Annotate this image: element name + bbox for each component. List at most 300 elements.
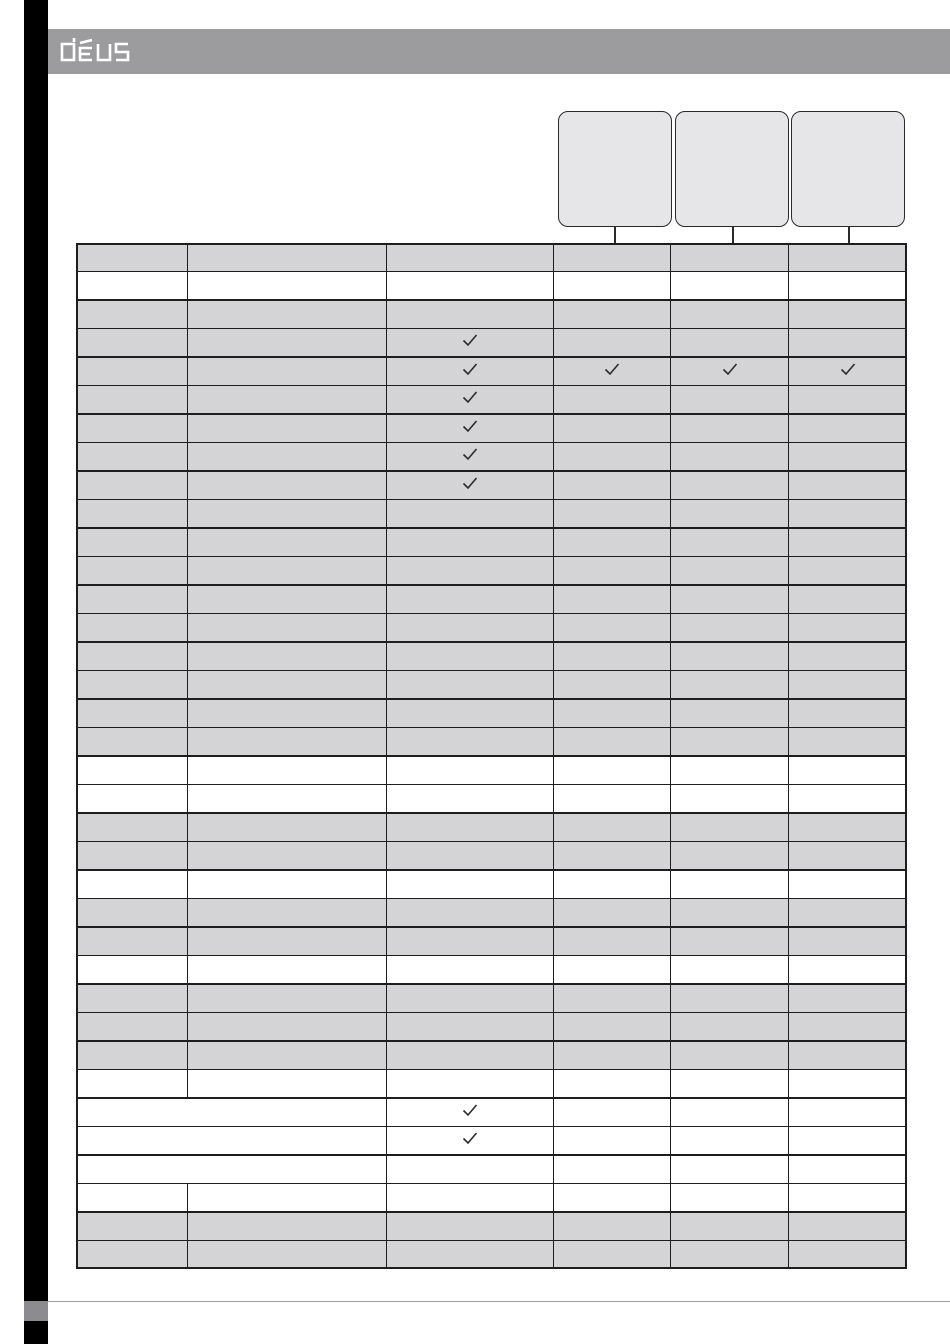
table-cell — [554, 414, 671, 443]
table-cell — [188, 414, 387, 443]
table-cell — [671, 272, 789, 301]
row-divider — [76, 299, 907, 301]
table-cell — [789, 443, 907, 472]
table-cell — [387, 414, 554, 443]
table-cell — [387, 1127, 554, 1156]
checkmark-icon — [840, 362, 856, 381]
table-cell — [789, 471, 907, 500]
table-cell — [76, 500, 188, 529]
table-cell — [554, 1184, 671, 1213]
row-divider — [76, 356, 907, 358]
table-row — [76, 1184, 907, 1213]
table-cell — [554, 471, 671, 500]
table-cell — [188, 842, 387, 871]
table-row — [76, 500, 907, 529]
table-cell — [671, 728, 789, 757]
table-cell — [554, 357, 671, 386]
table-cell — [671, 1013, 789, 1042]
row-divider — [76, 1069, 907, 1071]
table-cell — [387, 1155, 554, 1184]
table-cell — [188, 329, 387, 358]
table-cell — [188, 300, 387, 329]
table-cell — [387, 984, 554, 1013]
table-cell — [671, 984, 789, 1013]
table-cell — [554, 443, 671, 472]
table-cell — [188, 443, 387, 472]
table-cell — [188, 813, 387, 842]
table-cell — [789, 728, 907, 757]
row-divider — [76, 983, 907, 985]
table-cell — [76, 585, 188, 614]
table-cell — [387, 471, 554, 500]
table-cell — [789, 1013, 907, 1042]
table-cell — [671, 870, 789, 899]
table-row — [76, 272, 907, 301]
table-cell — [789, 642, 907, 671]
table-cell — [554, 1212, 671, 1241]
table-cell — [387, 699, 554, 728]
table-cell — [554, 1070, 671, 1099]
row-divider — [76, 641, 907, 643]
table-cell — [188, 728, 387, 757]
table-cell — [188, 357, 387, 386]
table-row — [76, 899, 907, 928]
table-cell — [554, 557, 671, 586]
table-cell — [76, 443, 188, 472]
table-row — [76, 813, 907, 842]
row-divider — [76, 812, 907, 814]
table-cell — [671, 528, 789, 557]
table-cell — [789, 300, 907, 329]
model-bubble-3 — [791, 111, 905, 227]
table-row — [76, 870, 907, 899]
table-cell — [671, 443, 789, 472]
table-cell — [671, 899, 789, 928]
table-cell — [76, 1241, 188, 1270]
table-cell — [789, 1098, 907, 1127]
row-divider — [76, 1097, 907, 1099]
table-row — [76, 1241, 907, 1270]
table-cell — [76, 357, 188, 386]
row-divider — [76, 1183, 907, 1185]
table-cell — [671, 500, 789, 529]
table-cell — [188, 984, 387, 1013]
table-cell — [789, 500, 907, 529]
table-cell — [554, 785, 671, 814]
table-row — [76, 728, 907, 757]
table-cell — [554, 984, 671, 1013]
table-cell — [671, 699, 789, 728]
checkmark-icon — [722, 362, 738, 381]
table-row — [76, 699, 907, 728]
table-cell — [554, 585, 671, 614]
table-cell — [188, 1041, 387, 1070]
table-cell — [76, 329, 188, 358]
table-cell — [76, 728, 188, 757]
table-cell — [671, 614, 789, 643]
table-cell — [76, 699, 188, 728]
table-cell — [554, 386, 671, 415]
table-cell — [76, 1212, 188, 1241]
table-cell — [387, 528, 554, 557]
table-cell — [671, 1098, 789, 1127]
table-cell — [554, 642, 671, 671]
table-cell — [76, 243, 188, 272]
table-cell — [789, 357, 907, 386]
table-row — [76, 927, 907, 956]
table-cell — [671, 585, 789, 614]
table-cell — [76, 1041, 188, 1070]
bubble-connector-3 — [848, 227, 850, 243]
row-divider — [76, 1154, 907, 1156]
table-cell — [671, 671, 789, 700]
table-row — [76, 585, 907, 614]
table-cell — [671, 1184, 789, 1213]
table-cell — [188, 927, 387, 956]
footer-rule — [48, 1301, 950, 1302]
table-cell — [76, 557, 188, 586]
table-cell — [387, 785, 554, 814]
table-row — [76, 357, 907, 386]
table-cell — [387, 956, 554, 985]
table-cell — [188, 243, 387, 272]
table-cell — [188, 1184, 387, 1213]
table-cell — [188, 671, 387, 700]
table-cell — [387, 329, 554, 358]
table-cell — [76, 414, 188, 443]
table-cell — [789, 528, 907, 557]
bubble-connector-1 — [614, 227, 616, 243]
footer-tab — [24, 1301, 48, 1321]
table-cell — [188, 1070, 387, 1099]
table-cell — [76, 842, 188, 871]
table-cell — [554, 300, 671, 329]
table-cell — [188, 870, 387, 899]
table-cell — [554, 842, 671, 871]
table-cell — [789, 329, 907, 358]
table-row — [76, 414, 907, 443]
row-divider — [76, 727, 907, 729]
table-cell — [76, 956, 188, 985]
table-row — [76, 300, 907, 329]
table-cell — [554, 528, 671, 557]
row-divider — [76, 613, 907, 615]
table-cell — [671, 1041, 789, 1070]
table-cell — [789, 842, 907, 871]
checkmark-icon — [462, 1131, 478, 1150]
table-cell — [387, 728, 554, 757]
table-cell — [387, 671, 554, 700]
table-cell — [76, 870, 188, 899]
table-cell — [76, 1070, 188, 1099]
table-cell — [671, 1155, 789, 1184]
row-divider — [76, 556, 907, 558]
table-cell — [554, 1098, 671, 1127]
row-divider — [76, 1126, 907, 1128]
checkmark-icon — [462, 333, 478, 352]
table-cell — [387, 1098, 554, 1127]
table-cell — [671, 357, 789, 386]
table-cell — [76, 300, 188, 329]
table-cell — [671, 243, 789, 272]
table-cell — [76, 1127, 387, 1156]
table-cell — [789, 1184, 907, 1213]
table-row — [76, 1041, 907, 1070]
table-cell — [387, 1241, 554, 1270]
table-cell — [789, 1155, 907, 1184]
table-row — [76, 528, 907, 557]
table-cell — [554, 1155, 671, 1184]
table-cell — [387, 870, 554, 899]
table-cell — [188, 1212, 387, 1241]
table-cell — [387, 386, 554, 415]
table-cell — [76, 671, 188, 700]
table-cell — [789, 899, 907, 928]
table-cell — [671, 300, 789, 329]
table-cell — [387, 756, 554, 785]
row-divider — [76, 755, 907, 757]
table-cell — [554, 728, 671, 757]
table-cell — [789, 984, 907, 1013]
table-cell — [789, 671, 907, 700]
table-cell — [387, 1184, 554, 1213]
table-cell — [789, 557, 907, 586]
deus-logo-icon — [60, 38, 140, 64]
table-cell — [76, 984, 188, 1013]
table-cell — [188, 614, 387, 643]
model-bubble-1 — [558, 111, 672, 227]
table-cell — [188, 272, 387, 301]
checkmark-icon — [462, 419, 478, 438]
table-row — [76, 785, 907, 814]
table-cell — [671, 813, 789, 842]
table-cell — [76, 1155, 387, 1184]
table-cell — [387, 272, 554, 301]
table-row — [76, 386, 907, 415]
table-cell — [387, 243, 554, 272]
table-cell — [76, 528, 188, 557]
table-row — [76, 642, 907, 671]
table-cell — [387, 443, 554, 472]
row-divider — [76, 385, 907, 387]
table-cell — [76, 1098, 387, 1127]
row-divider — [76, 926, 907, 928]
table-cell — [387, 357, 554, 386]
table-cell — [789, 756, 907, 785]
table-cell — [387, 813, 554, 842]
table-cell — [387, 300, 554, 329]
table-row — [76, 956, 907, 985]
row-divider — [76, 784, 907, 786]
table-cell — [76, 813, 188, 842]
table-cell — [789, 813, 907, 842]
table-cell — [188, 500, 387, 529]
table-cell — [554, 699, 671, 728]
table-cell — [554, 927, 671, 956]
table-cell — [554, 272, 671, 301]
table-cell — [387, 557, 554, 586]
table-cell — [554, 614, 671, 643]
table-cell — [789, 272, 907, 301]
table-row — [76, 756, 907, 785]
checkmark-icon — [604, 362, 620, 381]
table-cell — [387, 842, 554, 871]
table-row — [76, 1127, 907, 1156]
table-cell — [554, 899, 671, 928]
row-divider — [76, 1012, 907, 1014]
table-cell — [188, 899, 387, 928]
table-cell — [671, 1212, 789, 1241]
table-row — [76, 671, 907, 700]
table-cell — [671, 927, 789, 956]
table-cell — [387, 585, 554, 614]
table-cell — [789, 870, 907, 899]
table-cell — [387, 1041, 554, 1070]
table-cell — [789, 1070, 907, 1099]
table-cell — [789, 1127, 907, 1156]
table-cell — [188, 956, 387, 985]
table-cell — [789, 699, 907, 728]
table-cell — [188, 528, 387, 557]
checkmark-icon — [462, 476, 478, 495]
table-cell — [789, 1241, 907, 1270]
table-cell — [554, 756, 671, 785]
table-cell — [554, 870, 671, 899]
table-cell — [671, 471, 789, 500]
table-row — [76, 557, 907, 586]
row-divider — [76, 869, 907, 871]
table-cell — [554, 956, 671, 985]
table-row — [76, 1070, 907, 1099]
table-cell — [671, 1127, 789, 1156]
row-divider — [76, 470, 907, 472]
table-cell — [76, 642, 188, 671]
table-cell — [76, 785, 188, 814]
table-row — [76, 1155, 907, 1184]
row-divider — [76, 955, 907, 957]
table-cell — [76, 1184, 188, 1213]
table-row — [76, 243, 907, 272]
table-cell — [76, 899, 188, 928]
table-cell — [671, 329, 789, 358]
table-cell — [76, 272, 188, 301]
row-divider — [76, 698, 907, 700]
table-cell — [789, 1041, 907, 1070]
table-row — [76, 614, 907, 643]
table-cell — [671, 1070, 789, 1099]
table-cell — [554, 500, 671, 529]
checkmark-icon — [462, 447, 478, 466]
row-divider — [76, 841, 907, 843]
table-cell — [789, 414, 907, 443]
table-cell — [387, 899, 554, 928]
table-row — [76, 329, 907, 358]
checkmark-icon — [462, 1103, 478, 1122]
table-cell — [671, 956, 789, 985]
row-divider — [76, 1040, 907, 1042]
table-cell — [789, 386, 907, 415]
table-cell — [789, 927, 907, 956]
table-cell — [554, 1013, 671, 1042]
row-divider — [76, 527, 907, 529]
table-cell — [188, 642, 387, 671]
table-cell — [76, 471, 188, 500]
table-cell — [188, 756, 387, 785]
table-cell — [188, 386, 387, 415]
table-cell — [671, 842, 789, 871]
table-row — [76, 842, 907, 871]
row-divider — [76, 442, 907, 444]
model-bubble-2 — [675, 111, 789, 227]
table-cell — [671, 642, 789, 671]
table-cell — [789, 785, 907, 814]
header-band — [48, 29, 950, 74]
table-cell — [789, 614, 907, 643]
table-cell — [671, 785, 789, 814]
table-cell — [554, 813, 671, 842]
table-cell — [387, 642, 554, 671]
table-cell — [671, 756, 789, 785]
table-cell — [387, 1212, 554, 1241]
table-cell — [671, 1241, 789, 1270]
row-divider — [76, 1240, 907, 1242]
table-row — [76, 984, 907, 1013]
table-cell — [188, 699, 387, 728]
table-cell — [188, 785, 387, 814]
table-cell — [188, 585, 387, 614]
table-cell — [387, 1070, 554, 1099]
table-row — [76, 1212, 907, 1241]
table-cell — [789, 585, 907, 614]
table-cell — [789, 956, 907, 985]
left-margin-bar — [24, 0, 48, 1344]
table-cell — [76, 756, 188, 785]
table-cell — [671, 386, 789, 415]
table-cell — [76, 1013, 188, 1042]
table-cell — [387, 500, 554, 529]
table-cell — [76, 927, 188, 956]
table-cell — [554, 243, 671, 272]
checkmark-icon — [462, 390, 478, 409]
table-cell — [387, 1013, 554, 1042]
table-row — [76, 1098, 907, 1127]
table-cell — [554, 1241, 671, 1270]
table-cell — [188, 471, 387, 500]
row-divider — [76, 1211, 907, 1213]
table-cell — [671, 557, 789, 586]
table-row — [76, 1013, 907, 1042]
checkmark-icon — [462, 362, 478, 381]
row-divider — [76, 670, 907, 672]
table-cell — [387, 614, 554, 643]
table-cell — [188, 557, 387, 586]
row-divider — [76, 328, 907, 330]
row-divider — [76, 499, 907, 501]
table-cell — [789, 243, 907, 272]
table-cell — [554, 671, 671, 700]
table-row — [76, 471, 907, 500]
table-cell — [789, 1212, 907, 1241]
row-divider — [76, 898, 907, 900]
table-cell — [554, 1127, 671, 1156]
row-divider — [76, 271, 907, 273]
table-cell — [76, 614, 188, 643]
bubble-connector-2 — [732, 227, 734, 243]
table-cell — [188, 1241, 387, 1270]
table-cell — [554, 329, 671, 358]
table-cell — [554, 1041, 671, 1070]
table-row — [76, 443, 907, 472]
